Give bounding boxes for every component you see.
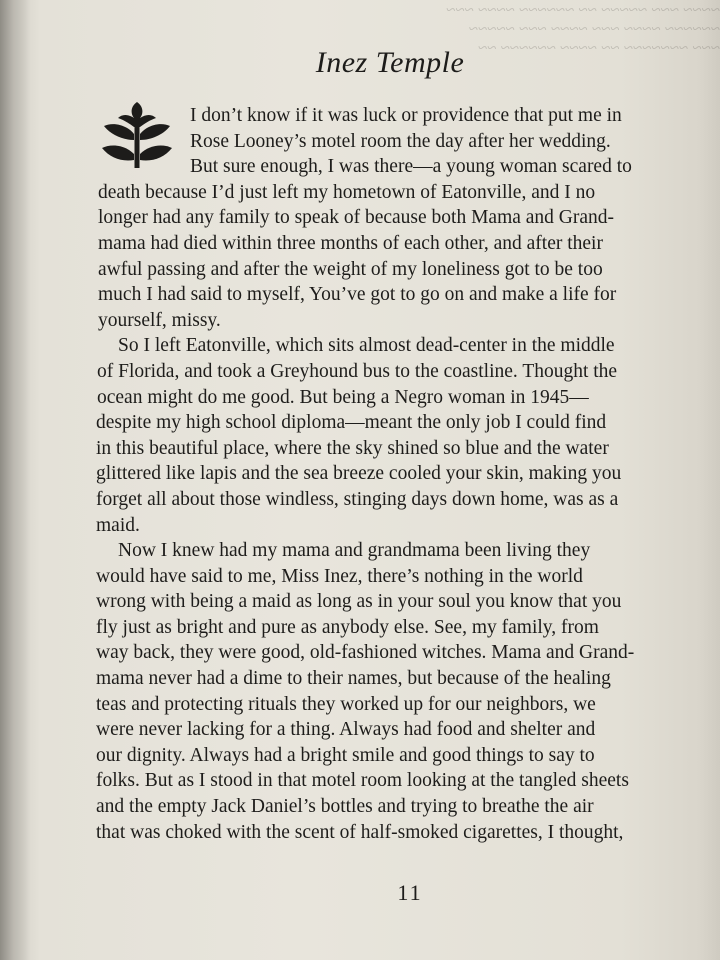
text-line: folks. But as I stood in that motel room looking at the tangled sheets <box>96 770 629 792</box>
body-text <box>96 103 720 845</box>
text-line: fly just as bright and pure as anybody else. See, my family, from <box>96 616 599 638</box>
text-line: and the empty Jack Daniel’s bottles and trying to breathe the air <box>96 796 594 818</box>
book-spine-shadow <box>0 0 30 960</box>
text-line: of Florida, and took a Greyhound bus to the coastline. Thought the <box>97 360 618 382</box>
text-line: longer had any family to speak of because both Mama and Grand- <box>98 207 615 229</box>
text-line: So I left Eatonville, which sits almost dead-center in the middle <box>118 335 615 357</box>
text-line: But sure enough, I was there—a young woman scared to <box>190 156 632 178</box>
text-line: much I had said to myself, You’ve got to go on and make a life for <box>98 284 617 306</box>
text-line: awful passing and after the weight of my loneliness got to be too <box>98 258 603 280</box>
text-line: mama never had a dime to their names, but because of the healing <box>96 668 611 690</box>
text-line: mama had died within three months of each other, and after their <box>98 232 603 254</box>
text-line: despite my high school diploma—meant the only job I could find <box>96 412 607 434</box>
text-line: death because I’d just left my hometown of Eatonville, and I no <box>98 181 596 203</box>
text-line: forget all about those windless, stinging days down home, was as a <box>96 488 619 510</box>
text-line: in this beautiful place, where the sky shined so blue and the water <box>96 437 609 459</box>
text-line: way back, they were good, old-fashioned witches. Mama and Grand- <box>96 642 635 664</box>
chapter-title: Inez Temple <box>315 46 465 79</box>
text-line: were never lacking for a thing. Always had food and shelter and <box>96 719 596 741</box>
text-line: wrong with being a maid as long as in your soul you know that you <box>96 591 622 613</box>
text-line: our dignity. Always had a bright smile and good things to say to <box>96 744 595 766</box>
text-line: that was choked with the scent of half-smoked cigarettes, I thought, <box>96 821 624 843</box>
bleed-through-text: ~~~~ ~~~ ~~~~~ ~~ ~~~~~~ ~~~~ ~~~ ~~~~~~ ~~~~ ~~~ ~~~~ ~~~ ~~~~~ ~~~ ~~~~~~~ ~~ ~~~~ ~~~~~~ ~~ <box>446 0 720 57</box>
page-number: 11 <box>397 880 423 905</box>
text-line: Rose Looney’s motel room the day after her wedding. <box>190 130 611 152</box>
text-line: teas and protecting rituals they worked up for our neighbors, we <box>96 693 596 715</box>
text-line: maid. <box>96 514 140 536</box>
text-line: Now I knew had my mama and grandmama been living they <box>118 540 591 562</box>
text-line: would have said to me, Miss Inez, there’s nothing in the world <box>96 565 583 587</box>
text-line: yourself, missy. <box>98 309 221 331</box>
text-line: ocean might do me good. But being a Negro woman in 1945— <box>97 386 589 408</box>
text-line: I don’t know if it was luck or providence that put me in <box>190 105 622 126</box>
text-line: glittered like lapis and the sea breeze cooled your skin, making you <box>96 463 622 485</box>
